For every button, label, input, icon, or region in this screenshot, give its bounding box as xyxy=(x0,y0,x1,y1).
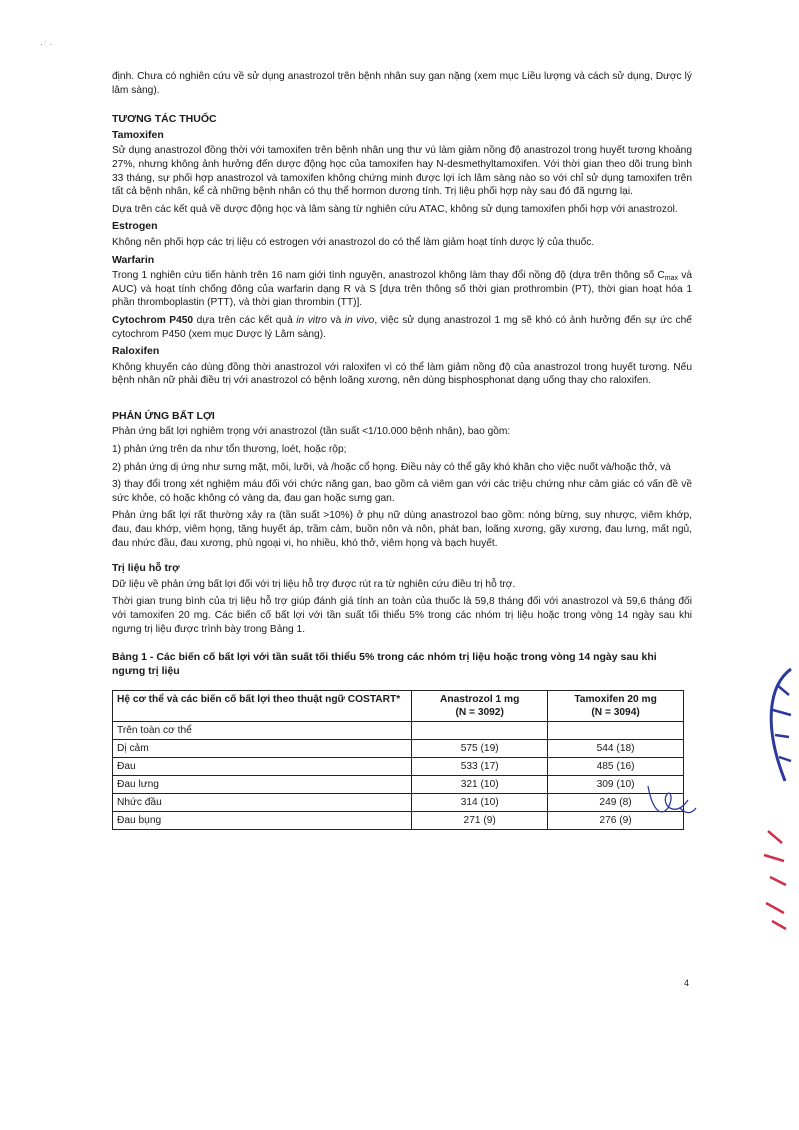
adverse-events-table xyxy=(112,690,684,830)
warfarin-text-a: Trong 1 nghiên cứu tiến hành trên 16 nam giới tình nguyện, anastrozol không làm thay đổi nồng độ (dựa trên thông số C xyxy=(112,270,665,282)
adverse-paragraph-2: 1) phản ứng trên da như tổn thương, loét, hoặc rộp; xyxy=(112,444,347,456)
scan-marks: · ˙ · xyxy=(40,40,53,49)
tamoxifen-paragraph-2: Dựa trên các kết quả về dược động học và lâm sàng từ nghiên cứu ATAC, không sử dụng tamoxifen phối hợp với anastrozol. xyxy=(112,203,678,215)
header-anastrozol xyxy=(412,691,548,722)
section-empty-a xyxy=(412,722,548,740)
anastrozol-cell: 314 (10) xyxy=(412,794,548,812)
tamoxifen-cell: 544 (18) xyxy=(548,740,684,758)
anastrozol-cell: 533 (17) xyxy=(412,758,548,776)
subheading-raloxifen: Raloxifen xyxy=(112,345,160,358)
tamoxifen-cell: 276 (9) xyxy=(548,812,684,830)
table-row xyxy=(113,740,684,758)
page-number: 4 xyxy=(684,978,690,988)
header-body-system: Hệ cơ thể và các biến cố bất lợi theo thuật ngữ COSTART* xyxy=(113,691,412,722)
subheading-adjuvant: Trị liệu hỗ trợ xyxy=(112,562,180,575)
subheading-cytochrome: Cytochrom P450 xyxy=(112,314,194,326)
subheading-tamoxifen: Tamoxifen xyxy=(112,128,164,141)
anastrozol-cell: 321 (10) xyxy=(412,776,548,794)
section-heading-interactions: TƯƠNG TÁC THUỐC xyxy=(112,113,217,126)
cyp-and: và xyxy=(326,314,345,326)
stamp-mark xyxy=(755,665,795,785)
adverse-paragraph-3: 2) phản ứng dị ứng như sưng mặt, môi, lưỡi, và /hoặc cổ họng. Điều này có thể gây khó khăn cho việc nuốt và/hoặc thở, và xyxy=(112,461,671,473)
warfarin-paragraph xyxy=(112,269,692,310)
term-cell: Đau xyxy=(113,758,412,776)
section-empty-t xyxy=(548,722,684,740)
anastrozol-cell: 575 (19) xyxy=(412,740,548,758)
table-caption: Bảng 1 - Các biến cố bất lợi với tần suất tối thiểu 5% trong các nhóm trị liệu hoặc trong vòng 14 ngày sau khi ngưng trị liệu xyxy=(112,651,657,678)
tamoxifen-cell: 485 (16) xyxy=(548,758,684,776)
stamp-mark-red xyxy=(760,825,790,935)
table-row xyxy=(113,758,684,776)
section-heading-adverse: PHẢN ỨNG BẤT LỢI xyxy=(112,409,215,422)
cyp-text-a: dựa trên các kết quả xyxy=(193,314,297,326)
header-anastrozol-name: Anastrozol 1 mg xyxy=(440,694,520,706)
header-tamoxifen xyxy=(548,691,684,722)
adverse-paragraph-1: Phản ứng bất lợi nghiêm trọng với anastrozol (tần suất <1/10.000 bệnh nhân), bao gồm: xyxy=(112,426,511,438)
subheading-estrogen: Estrogen xyxy=(112,220,158,233)
intro-paragraph: định. Chưa có nghiên cứu về sử dụng anastrozol trên bệnh nhân suy gan nặng (xem mục Liều lượng và cách sử dụng, Dược lý lâm sàng). xyxy=(112,71,692,96)
adjuvant-paragraph-2: Thời gian trung bình của trị liệu hỗ trợ giúp đánh giá tính an toàn của thuốc là 59,8 tháng đối với anastrozol và 59,6 tháng đối với tamoxifen 20 mg. Các biến cố bất lợi với tần suất tối thiểu 5% trong các nhóm trị liệu hoặc trong vòng 14 ngày sau khi ngưng trị liệu được trình bày trong Bảng 1. xyxy=(112,596,692,635)
cytochrome-paragraph xyxy=(112,314,692,341)
warfarin-text-b: và AUC) và hoạt tính chống đông của warfarin dạng R và S [dựa trên thông số thời gian prothrombin (PT), thời gian hoạt hóa 1 phần thromboplastin (PTT), và thời gian thrombin (TT)]. xyxy=(112,270,693,309)
section-label: Trên toàn cơ thể xyxy=(113,722,412,740)
table-section-row xyxy=(113,722,684,740)
header-tamoxifen-name: Tamoxifen 20 mg xyxy=(574,694,657,706)
term-cell: Đau lưng xyxy=(113,776,412,794)
cyp-text-b: , việc sử dụng anastrozol 1 mg sẽ khó có ảnh hưởng đến sự ức chế cytochrom P450 (xem mục Dược lý Lâm sàng). xyxy=(112,314,692,340)
adjuvant-paragraph-1: Dữ liệu về phản ứng bất lợi đối với trị liệu hỗ trợ được rút ra từ nghiên cứu điều trị hỗ trợ. xyxy=(112,578,516,590)
subheading-warfarin: Warfarin xyxy=(112,253,155,266)
cyp-invitro: in vitro xyxy=(296,314,327,326)
table-row xyxy=(113,776,684,794)
header-tamoxifen-n: (N = 3094) xyxy=(591,707,640,719)
tamoxifen-cell: 309 (10) xyxy=(548,776,684,794)
handwritten-signature xyxy=(640,778,700,826)
header-anastrozol-n: (N = 3092) xyxy=(455,707,504,719)
adverse-paragraph-5: Phản ứng bất lợi rất thường xảy ra (tần suất >10%) ở phụ nữ dùng anastrozol bao gồm: nóng bừng, suy nhược, viêm khớp, đau, đau khớp, viêm họng, tăng huyết áp, trầm cảm, buồn nôn và nôn, phát ban, loãng xương, gãy xương, đau lưng, mất ngủ, đau nhức đầu, đau xương, phù ngoại vi, ho nhiều, khó thở, viêm họng và bạch huyết. xyxy=(112,510,692,549)
adverse-paragraph-4: 3) thay đổi trong xét nghiệm máu đối với chức năng gan, bao gồm cả viêm gan với các triệu chứng như cảm giác có vấn đề về sức khỏe, có hoặc không có vàng da, đau gan hoặc sưng gan. xyxy=(112,479,692,504)
anastrozol-cell: 271 (9) xyxy=(412,812,548,830)
table-row xyxy=(113,812,684,830)
page-content xyxy=(112,70,692,830)
term-cell: Nhức đầu xyxy=(113,794,412,812)
cyp-invivo: in vivo xyxy=(344,314,375,326)
tamoxifen-cell: 249 (8) xyxy=(548,794,684,812)
term-cell: Đau bụng xyxy=(113,812,412,830)
table-row xyxy=(113,794,684,812)
table-header-row xyxy=(113,691,684,722)
tamoxifen-paragraph-1: Sử dụng anastrozol đồng thời với tamoxifen trên bệnh nhân ung thư vú làm giảm nồng độ anastrozol trong huyết tương khoảng 27%, nhưng không ảnh hưởng đến dược động học của tamoxifen hay N-desmethyltamoxifen. Với thời gian theo dõi trung bình 33 tháng, sự phối hợp anastrozol và tamoxifen không chứng minh được lợi ích lâm sàng nào so với chỉ sử dụng tamoxifen trên tất cả bệnh nhân, kể cả những bệnh nhân có thụ thể hormon dương tính. Trị liệu phối hợp này sau đó đã ngưng lại. xyxy=(112,145,692,198)
term-cell: Dị cảm xyxy=(113,740,412,758)
cmax-subscript: max xyxy=(664,275,679,283)
raloxifen-paragraph: Không khuyến cáo dùng đồng thời anastrozol với raloxifen vì có thể làm giảm nồng độ của anastrozol trong huyết tương. Nếu bệnh nhân nữ phải điều trị với anastrozol có bệnh loãng xương, nên dùng bisphosphonat dạng uống thay cho raloxifen. xyxy=(112,361,692,387)
estrogen-paragraph: Không nên phối hợp các trị liệu có estrogen với anastrozol do có thể làm giảm hoạt tính dược lý của thuốc. xyxy=(112,236,595,248)
